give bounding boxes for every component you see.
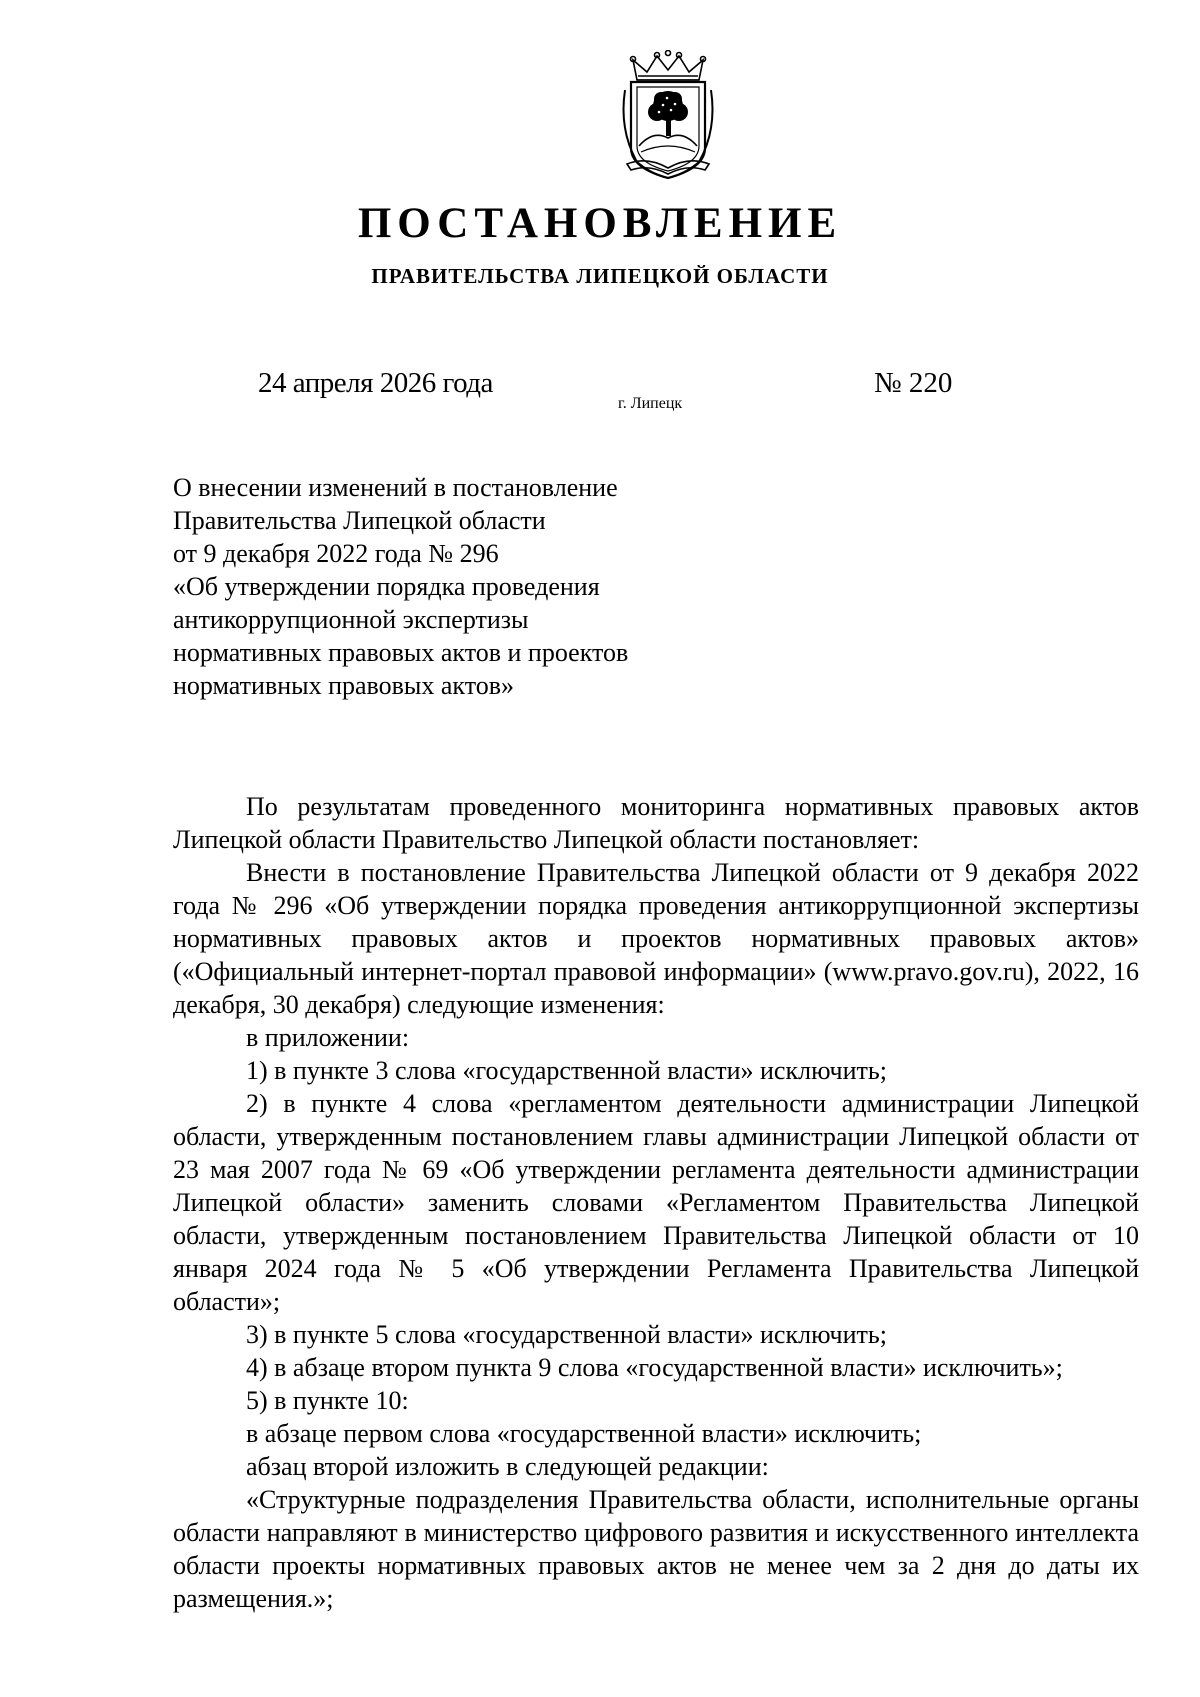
- body-paragraph: Внести в постановление Правительства Липецкой области от 9 декабря 2022 года № 296 «Об утверждении порядка проведения антикоррупционной экспертизы нормативных правовых актов и проектов нормативных правовых актов» («Официальный интернет-портал правовой информации» (www.pravo.gov.ru), 2022, 16 декабря, 30 декабря) следующие изменения:: [173, 858, 1139, 1019]
- title-line: антикоррупционной экспертизы: [173, 605, 529, 634]
- document-body: [173, 790, 1139, 1615]
- document-date: 24 апреля 2026 года: [258, 367, 493, 399]
- body-paragraph: 4) в абзаце втором пункта 9 слова «государственной власти» исключить»;: [246, 1353, 1063, 1382]
- title-line: Правительства Липецкой области: [173, 506, 546, 535]
- document-number: № 220: [874, 367, 953, 399]
- title-line: «Об утверждении порядка проведения: [173, 572, 600, 601]
- title-line: О внесении изменений в постановление: [173, 473, 618, 502]
- issuer-heading: ПРАВИТЕЛЬСТВА ЛИПЕЦКОЙ ОБЛАСТИ: [371, 264, 829, 288]
- body-paragraph: 2) в пункте 4 слова «регламентом деятельности администрации Липецкой области, утвержденным постановлением главы администрации Липецкой области от 23 мая 2007 года № 69 «Об утверждении регламента деятельности администрации Липецкой области» заменить словами «Регламентом Правительства Липецкой области, утвержденным постановлением Правительства Липецкой области от 10 января 2024 года № 5 «Об утверждении Регламента Правительства Липецкой области»;: [173, 1089, 1139, 1316]
- lipetsk-coat-of-arms-icon: [617, 50, 719, 182]
- document-place: г. Липецк: [618, 395, 683, 412]
- body-paragraph: абзац второй изложить в следующей редакции:: [246, 1452, 769, 1481]
- body-paragraph: По результатам проведенного мониторинга нормативных правовых актов Липецкой области Правительство Липецкой области постановляет:: [173, 792, 1139, 854]
- body-paragraph: 3) в пункте 5 слова «государственной власти» исключить;: [246, 1320, 887, 1349]
- title-line: от 9 декабря 2022 года № 296: [173, 539, 499, 568]
- document-type-heading: ПОСТАНОВЛЕНИЕ: [357, 200, 843, 247]
- document-title: [173, 471, 733, 702]
- body-paragraph: 5) в пункте 10:: [246, 1386, 409, 1415]
- body-paragraph: 1) в пункте 3 слова «государственной власти» исключить;: [246, 1056, 887, 1085]
- title-line: нормативных правовых актов и проектов: [173, 638, 629, 667]
- body-paragraph: в приложении:: [246, 1023, 410, 1052]
- body-paragraph: «Структурные подразделения Правительства области, исполнительные органы области направляют в министерство цифрового развития и искусственного интеллекта области проекты нормативных правовых актов не менее чем за 2 дня до даты их размещения.»;: [173, 1485, 1139, 1613]
- title-line: нормативных правовых актов»: [173, 671, 515, 700]
- body-paragraph: в абзаце первом слова «государственной власти» исключить;: [246, 1419, 922, 1448]
